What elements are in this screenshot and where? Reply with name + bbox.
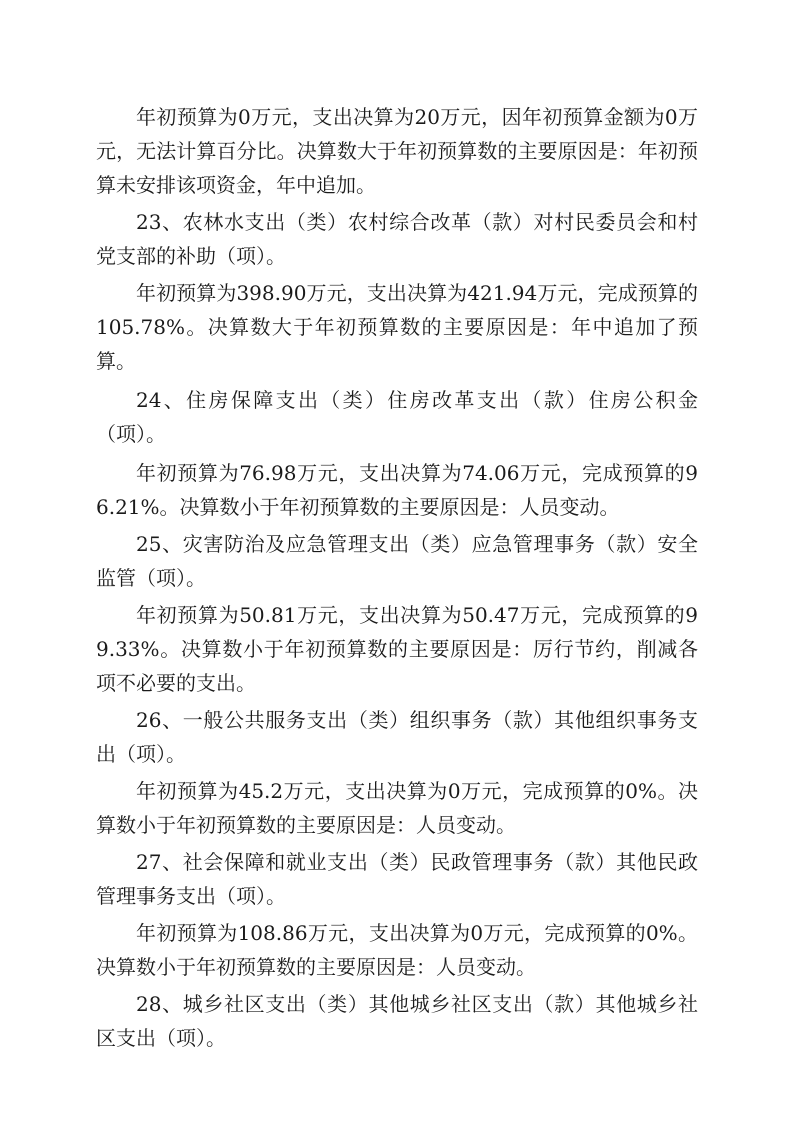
item-detail-26: 年初预算为45.2万元，支出决算为0万元，完成预算的0%。决算数小于年初预算数的主要原因是：人员变动。 xyxy=(96,779,698,837)
item-detail-25: 年初预算为50.81万元，支出决算为50.47万元，完成预算的99.33%。决算数小于年初预算数的主要原因是：厉行节约，削减各项不必要的支出。 xyxy=(96,603,698,695)
paragraph-2022-budget-note: 年初预算为0万元，支出决算为20万元，因年初预算金额为0万元，无法计算百分比。决算数大于年初预算数的主要原因是：年初预算未安排该项资金，年中追加。 xyxy=(96,105,698,197)
item-heading-24: 24、住房保障支出（类）住房改革支出（款）住房公积金（项）。 xyxy=(96,388,698,446)
item-heading-28: 28、城乡社区支出（类）其他城乡社区支出（款）其他城乡社区支出（项）。 xyxy=(96,992,698,1050)
item-heading-25: 25、灾害防治及应急管理支出（类）应急管理事务（款）安全监管（项）。 xyxy=(96,532,698,590)
item-detail-23: 年初预算为398.90万元，支出决算为421.94万元，完成预算的105.78%。决算数大于年初预算数的主要原因是：年中追加了预算。 xyxy=(96,281,698,373)
item-heading-27: 27、社会保障和就业支出（类）民政管理事务（款）其他民政管理事务支出（项）。 xyxy=(96,850,698,908)
item-detail-27: 年初预算为108.86万元，支出决算为0万元，完成预算的0%。决算数小于年初预算数的主要原因是：人员变动。 xyxy=(96,921,698,979)
item-heading-23: 23、农林水支出（类）农村综合改革（款）对村民委员会和村党支部的补助（项）。 xyxy=(96,210,698,268)
item-detail-24: 年初预算为76.98万元，支出决算为74.06万元，完成预算的96.21%。决算数小于年初预算数的主要原因是：人员变动。 xyxy=(96,461,698,519)
item-heading-26: 26、一般公共服务支出（类）组织事务（款）其他组织事务支出（项）。 xyxy=(96,708,698,766)
document-body xyxy=(96,100,698,1055)
